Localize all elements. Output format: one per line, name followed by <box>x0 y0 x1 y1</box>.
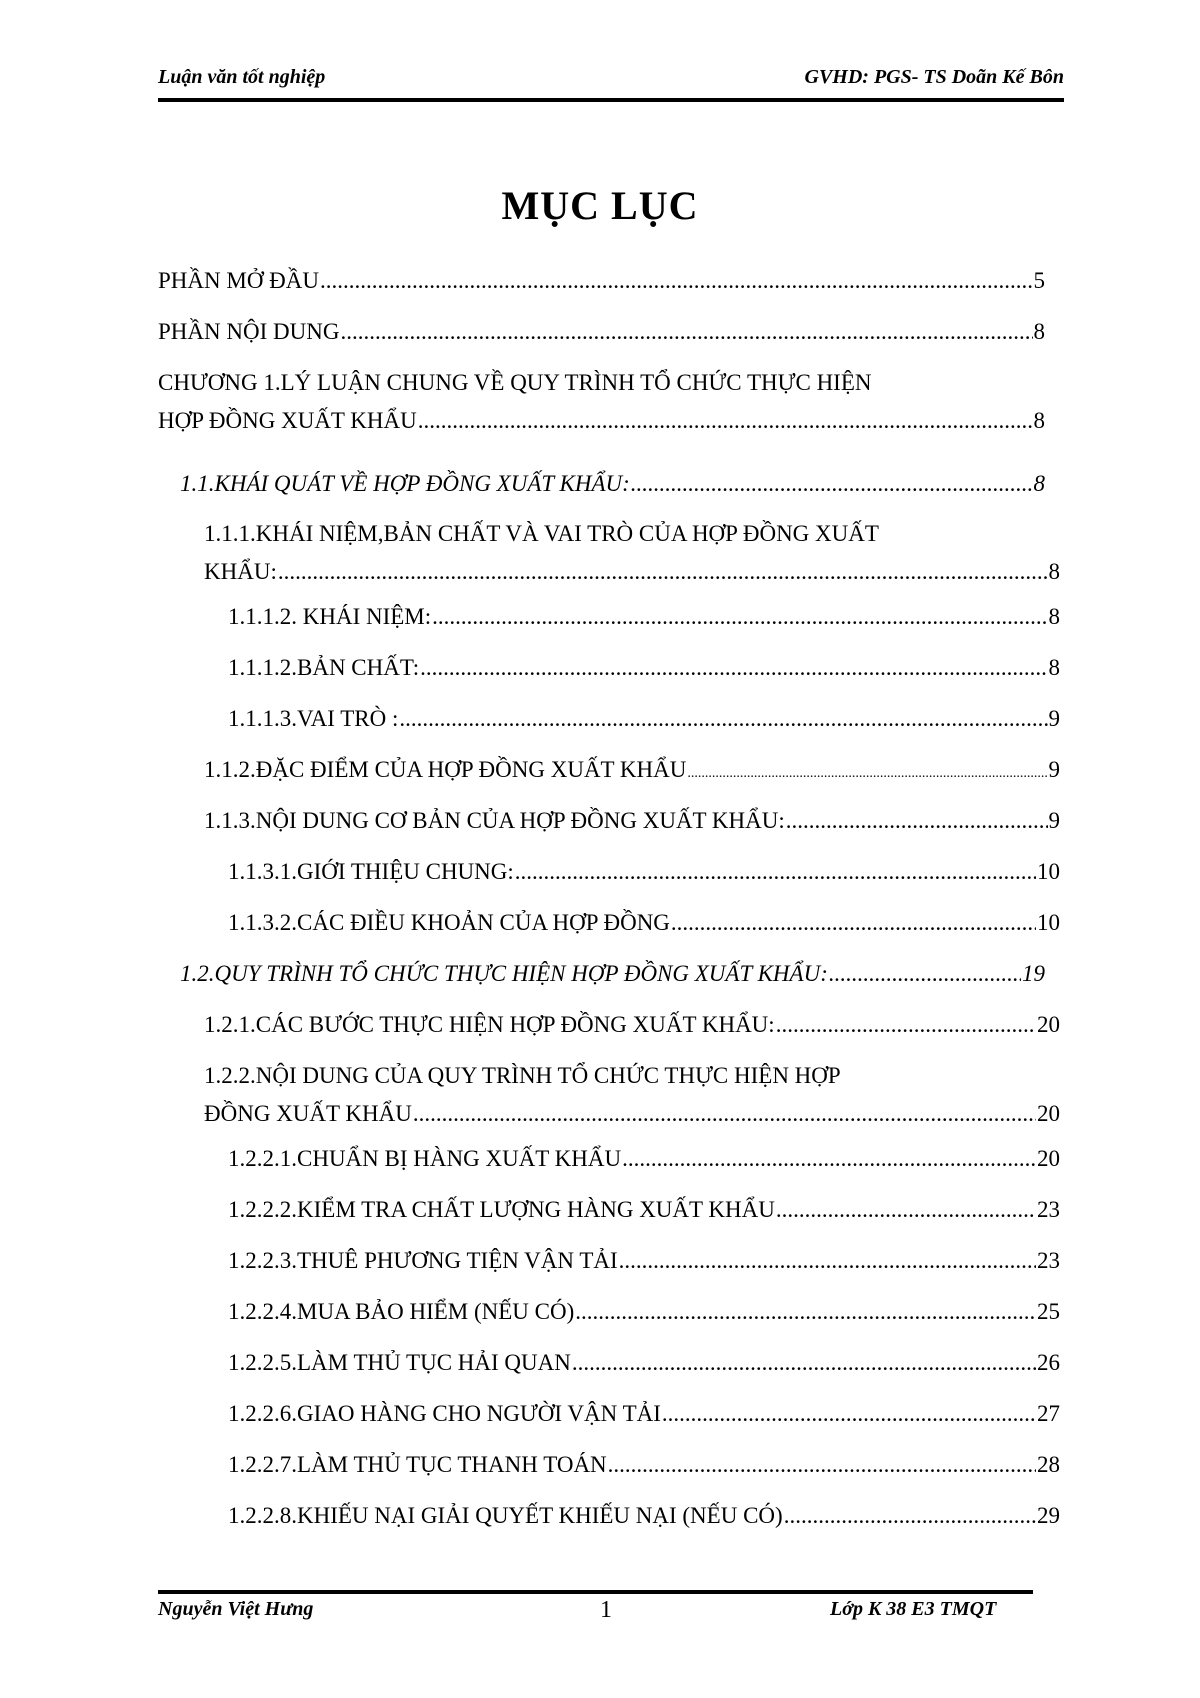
footer-author: Nguyễn Việt Hưng <box>158 1598 314 1620</box>
toc-entry-page: 8 <box>1033 319 1045 344</box>
toc-entry-page: 20 <box>1037 1101 1060 1126</box>
toc-entry-page: 8 <box>1048 604 1060 629</box>
toc-entry-page: 8 <box>1033 408 1045 433</box>
toc-entry-page: 29 <box>1037 1503 1060 1528</box>
toc-entry-title: 1.2.2.NỘI DUNG CỦA QUY TRÌNH TỔ CHỨC THỰC HIỆN HỢP <box>204 1063 841 1088</box>
toc-entry[interactable] <box>204 802 1060 840</box>
toc-entry-page: 10 <box>1037 859 1060 884</box>
toc-entry[interactable] <box>228 598 1060 636</box>
toc-dot-leader <box>278 553 1048 591</box>
toc-dot-leader <box>432 598 1047 636</box>
toc-entry-page: 25 <box>1037 1299 1060 1324</box>
toc-entry-title: HỢP ĐỒNG XUẤT KHẨU <box>158 408 417 433</box>
toc-entry[interactable] <box>228 853 1060 891</box>
toc-entry-page: 27 <box>1037 1401 1060 1426</box>
toc-entry[interactable] <box>180 465 1045 503</box>
toc-dot-leader <box>515 853 1036 891</box>
toc-entry[interactable] <box>204 1057 1060 1133</box>
toc-entry-page: 8 <box>1048 655 1060 680</box>
toc-entry-title: 1.2.2.6.GIAO HÀNG CHO NGƯỜI VẬN TẢI <box>228 1401 661 1426</box>
toc-entry-page: 20 <box>1037 1146 1060 1171</box>
toc-entry[interactable] <box>228 700 1060 738</box>
toc-entry-page: 9 <box>1048 757 1060 782</box>
toc-entry[interactable] <box>158 313 1045 351</box>
toc-entry-title: 1.1.1.2. KHÁI NIỆM: <box>228 604 432 629</box>
toc-entry-title: PHẦN NỘI DUNG <box>158 319 340 344</box>
toc-entry-page: 8 <box>1033 471 1045 496</box>
toc-entry-title: 1.2.2.3.THUÊ PHƯƠNG TIỆN VẬN TẢI <box>228 1248 618 1273</box>
toc-entry-page: 5 <box>1033 268 1045 293</box>
toc-entry-page: 19 <box>1022 961 1045 986</box>
footer-class: Lớp K 38 E3 TMQT <box>830 1598 997 1620</box>
toc-entry-title: 1.2.2.1.CHUẨN BỊ HÀNG XUẤT KHẨU <box>228 1146 622 1171</box>
toc-entry-title: ĐỒNG XUẤT KHẨU <box>204 1101 412 1126</box>
toc-entry-page: 9 <box>1048 808 1060 833</box>
toc-dot-leader <box>784 1497 1036 1535</box>
toc-entry-title: 1.2.2.8.KHIẾU NẠI GIẢI QUYẾT KHIẾU NẠI (NẾU CÓ) <box>228 1503 783 1528</box>
toc-entry-title: 1.2.2.4.MUA BẢO HIỂM (NẾU CÓ) <box>228 1299 575 1324</box>
footer-page-number: 1 <box>600 1597 612 1623</box>
toc-entry[interactable] <box>228 1344 1060 1382</box>
toc-entry-title: 1.1.3.NỘI DUNG CƠ BẢN CỦA HỢP ĐỒNG XUẤT KHẨU: <box>204 808 785 833</box>
toc-entry[interactable] <box>228 1293 1060 1331</box>
toc-entry-title: KHẨU: <box>204 559 277 584</box>
toc-dot-leader <box>399 700 1047 738</box>
toc-entry-title: 1.2.2.2.KIỂM TRA CHẤT LƯỢNG HÀNG XUẤT KHẨU <box>228 1197 775 1222</box>
toc-entry[interactable] <box>204 515 1060 591</box>
toc-dot-leader <box>619 1242 1036 1280</box>
toc-entry-page: 28 <box>1037 1452 1060 1477</box>
toc-entry-title: 1.1.1.3.VAI TRÒ : <box>228 706 399 731</box>
page-title: MỤC LỤC <box>501 183 699 228</box>
toc-entry[interactable] <box>228 1446 1060 1484</box>
toc-entry[interactable] <box>228 1140 1060 1178</box>
toc-dot-leader <box>687 755 1047 793</box>
toc-dot-leader <box>413 1095 1036 1133</box>
toc-entry-title: 1.1.3.2.CÁC ĐIỀU KHOẢN CỦA HỢP ĐỒNG <box>228 910 670 935</box>
toc-entry-title: 1.1.1.2.BẢN CHẤT: <box>228 655 420 680</box>
header-rule <box>158 98 1064 102</box>
toc-entry[interactable] <box>228 904 1060 942</box>
running-header <box>158 66 1064 89</box>
toc-dot-leader <box>572 1344 1036 1382</box>
toc-entry-page: 23 <box>1037 1248 1060 1273</box>
toc-dot-leader <box>662 1395 1036 1433</box>
toc-entry-title: 1.1.1.KHÁI NIỆM,BẢN CHẤT VÀ VAI TRÒ CỦA HỢP ĐỒNG XUẤT <box>204 521 879 546</box>
toc-entry-title: 1.1.3.1.GIỚI THIỆU CHUNG: <box>228 859 514 884</box>
header-left: Luận văn tốt nghiệp <box>158 66 326 88</box>
toc-dot-leader <box>418 402 1033 440</box>
toc-dot-leader <box>671 904 1036 942</box>
toc-dot-leader <box>320 262 1032 300</box>
toc-dot-leader <box>622 1140 1036 1178</box>
toc-entry-page: 26 <box>1037 1350 1060 1375</box>
toc-entry-title: 1.2.1.CÁC BƯỚC THỰC HIỆN HỢP ĐỒNG XUẤT KHẨU: <box>204 1012 775 1037</box>
toc-dot-leader <box>575 1293 1036 1331</box>
toc-entry-page: 8 <box>1048 559 1060 584</box>
toc-dot-leader <box>631 465 1033 503</box>
toc-dot-leader <box>420 649 1047 687</box>
toc-entry-title: 1.1.2.ĐẶC ĐIỂM CỦA HỢP ĐỒNG XUẤT KHẨU <box>204 757 687 782</box>
header-right: GVHD: PGS- TS Doãn Kế Bôn <box>804 66 1064 88</box>
toc-entry-title: CHƯƠNG 1.LÝ LUẬN CHUNG VỀ QUY TRÌNH TỔ CHỨC THỰC HIỆN <box>158 370 872 395</box>
toc-entry-page: 20 <box>1037 1012 1060 1037</box>
toc-entry[interactable] <box>158 364 1045 440</box>
toc-entry-page: 10 <box>1037 910 1060 935</box>
toc-entry[interactable] <box>228 649 1060 687</box>
toc-entry[interactable] <box>158 262 1045 300</box>
toc-entry[interactable] <box>228 1395 1060 1433</box>
toc-dot-leader <box>829 955 1021 993</box>
toc-entry-title: 1.2.QUY TRÌNH TỔ CHỨC THỰC HIỆN HỢP ĐỒNG XUẤT KHẨU: <box>180 961 828 986</box>
toc-entry[interactable] <box>228 1242 1060 1280</box>
toc-entry-title: PHẦN MỞ ĐẦU <box>158 268 320 293</box>
toc-entry-page: 23 <box>1037 1197 1060 1222</box>
toc-entry-title: 1.2.2.5.LÀM THỦ TỤC HẢI QUAN <box>228 1350 571 1375</box>
footer-rule <box>158 1590 1033 1594</box>
toc-dot-leader <box>776 1191 1036 1229</box>
toc-dot-leader <box>786 802 1048 840</box>
toc-dot-leader <box>776 1006 1036 1044</box>
toc-entry[interactable] <box>204 751 1060 793</box>
toc-entry[interactable] <box>228 1497 1060 1535</box>
toc-entry-title: 1.2.2.7.LÀM THỦ TỤC THANH TOÁN <box>228 1452 607 1477</box>
toc-dot-leader <box>340 313 1032 351</box>
toc-entry-page: 9 <box>1048 706 1060 731</box>
toc-entry[interactable] <box>204 1006 1060 1044</box>
toc-dot-leader <box>608 1446 1036 1484</box>
toc-entry-title: 1.1.KHÁI QUÁT VỀ HỢP ĐỒNG XUẤT KHẨU: <box>180 471 630 496</box>
toc-entry[interactable] <box>228 1191 1060 1229</box>
toc-entry[interactable] <box>180 955 1045 993</box>
